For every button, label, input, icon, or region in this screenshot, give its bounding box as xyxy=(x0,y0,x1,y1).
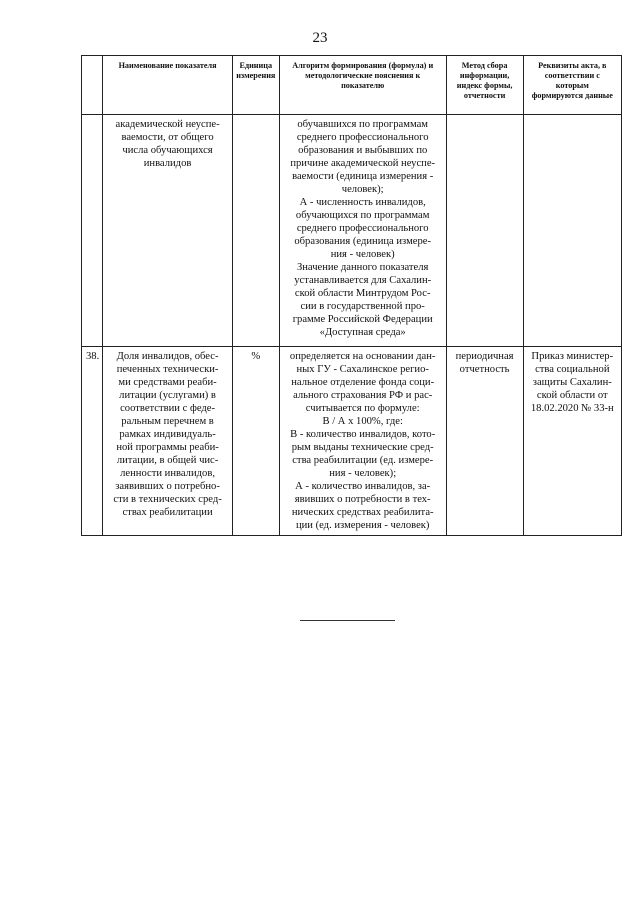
indicator-algorithm: обучавшихся по программам среднего профессионального образования и выбывших по причине академической неуспе- ваемости (единица измерения - человек); А - численность инвалидов, обучающихся по программам среднего профессионального образования (единица измере- ния - человек) Значение данного показателя устанавливается для Сахалин- ской области Минтрудом Рос- сии в государственной про- грамме Российской Федерации «Доступная среда» xyxy=(279,115,446,347)
row-number: 38. xyxy=(82,347,103,536)
page-number: 23 xyxy=(312,30,328,46)
indicators-table xyxy=(81,55,622,536)
indicator-method: периодичная отчетность xyxy=(446,347,523,536)
indicator-rekvizity: Приказ министер- ства социальной защиты Сахалин- ской области от 18.02.2020 № 33-н xyxy=(523,347,621,536)
indicator-unit: % xyxy=(232,347,279,536)
header-unit: Единица измерения xyxy=(232,56,279,115)
table-row xyxy=(82,115,622,347)
indicator-rekvizity xyxy=(523,115,621,347)
separator-line xyxy=(300,620,395,621)
table-row xyxy=(82,347,622,536)
header-name: Наименование показателя xyxy=(103,56,232,115)
header-algorithm: Алгоритм формирования (формула) и методологические пояснения к показателю xyxy=(279,56,446,115)
header-num xyxy=(82,56,103,115)
indicator-name: академической неуспе- ваемости, от общего числа обучающихся инвалидов xyxy=(103,115,232,347)
header-method: Метод сбора информации, индекс формы, отчетности xyxy=(446,56,523,115)
indicator-algorithm: определяется на основании дан- ных ГУ - Сахалинское регио- нальное отделение фонда соци- ального страхования РФ и рас- считывается по формуле: В / А х 100%, где: В - количество инвалидов, кото- рым выданы технические сред- ства реабилитации (ед. измере- ния - человек); А - количество инвалидов, за- явивших о потребности в тех- нических средствах реабилита- ции (ед. измерения - человек) xyxy=(279,347,446,536)
indicator-method xyxy=(446,115,523,347)
indicator-unit xyxy=(232,115,279,347)
indicator-name: Доля инвалидов, обес- печенных технически- ми средствами реаби- литации (услугами) в соответствии с феде- ральным перечнем в рамках индивидуаль- ной программы реаби- литации, в общей чис- ленности инвалидов, заявивших о потребно- сти в технических сред- ствах реабилитации xyxy=(103,347,232,536)
row-number xyxy=(82,115,103,347)
header-rekvizity: Реквизиты акта, в соответствии с которым формируются данные xyxy=(523,56,621,115)
table-header-row xyxy=(82,56,622,115)
